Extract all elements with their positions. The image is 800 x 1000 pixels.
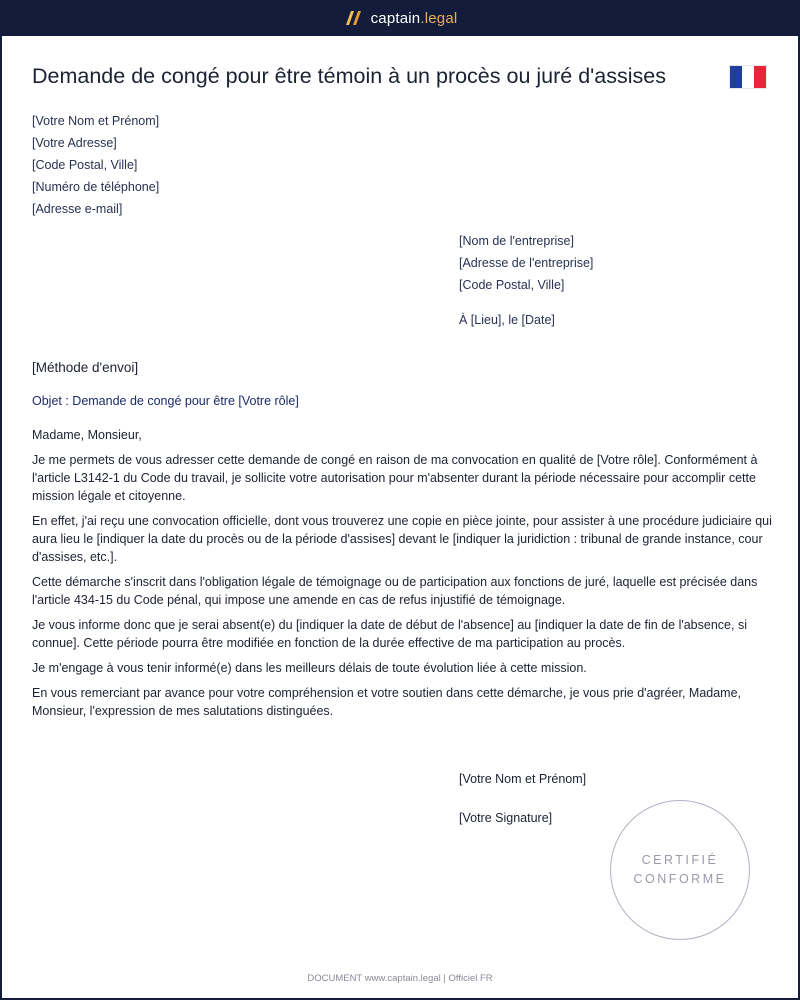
sender-line: [Code Postal, Ville] [32, 158, 138, 172]
paragraph: Je me permets de vous adresser cette demande de congé en raison de ma convocation en qualité de [Votre rôle]. Conformément à l'article L3142-1 du Code du travail, je sollicite votre autorisation pour m'absenter durant la période nécessaire pour accomplir cette mission légale et citoyenne. [32, 453, 758, 503]
paragraph: Je m'engage à vous tenir informé(e) dans les meilleurs délais de toute évolution liée à cette mission. [32, 661, 587, 675]
recipient-block [459, 230, 593, 296]
paragraph: Cette démarche s'inscrit dans l'obligation légale de témoignage ou de participation aux fonctions de juré, laquelle est précisée dans l'article 434-15 du Code pénal, qui impose une amende en cas de refus injustifié de témoignage. [32, 575, 758, 607]
top-bar [0, 0, 800, 36]
stamp-line: CERTIFIÉ [641, 853, 719, 867]
signature-placeholder: [Votre Signature] [459, 811, 553, 825]
salutation: Madame, Monsieur, [32, 428, 142, 442]
send-method: [Méthode d'envoi] [32, 360, 139, 375]
document-title: Demande de congé pour être témoin à un procès ou juré d'assises [32, 64, 666, 88]
logo-icon [343, 10, 363, 26]
brand-ext: .legal [420, 9, 458, 27]
recipient-line: [Adresse de l'entreprise] [459, 256, 594, 270]
recipient-line: [Code Postal, Ville] [459, 278, 565, 292]
sender-line: [Votre Adresse] [32, 136, 117, 150]
certified-stamp [610, 800, 750, 940]
footer-text: DOCUMENT www.captain.legal | Officiel FR [307, 973, 493, 984]
french-flag-icon [729, 65, 767, 89]
paragraph: En vous remerciant par avance pour votre compréhension et votre soutien dans cette démarche, je vous prie d'agréer, Madame, Monsieur, l'expression de mes salutations distinguées. [32, 686, 742, 718]
brand-logo[interactable] [343, 10, 458, 27]
recipient-line: [Nom de l'entreprise] [459, 234, 574, 248]
letter-object: Objet : Demande de congé pour être [Votre rôle] [32, 394, 299, 408]
sender-block [32, 110, 159, 220]
paragraph: En effet, j'ai reçu une convocation officielle, dont vous trouverez une copie en pièce jointe, pour assister à une procédure judiciaire qui aura lieu le [indiquer la date du procès ou de la période d'assises] devant le [indiquer la juridiction : tribunal de grande instance, cour d'assises, etc.]. [32, 514, 772, 564]
sender-line: [Votre Nom et Prénom] [32, 114, 160, 128]
stamp-line: CONFORME [633, 872, 727, 886]
letter-body [32, 426, 772, 727]
sender-line: [Adresse e-mail] [32, 202, 123, 216]
paragraph: Je vous informe donc que je serai absent(e) du [indiquer la date de début de l'absence] au [indiquer la date de fin de l'absence, si connue]. Cette période pourra être modifiée en fonction de la durée effective de ma participation au procès. [32, 618, 747, 650]
sender-line: [Numéro de téléphone] [32, 180, 160, 194]
place-date: À [Lieu], le [Date] [459, 313, 555, 327]
signature-name: [Votre Nom et Prénom] [459, 772, 587, 786]
brand-name: captain [370, 9, 421, 27]
